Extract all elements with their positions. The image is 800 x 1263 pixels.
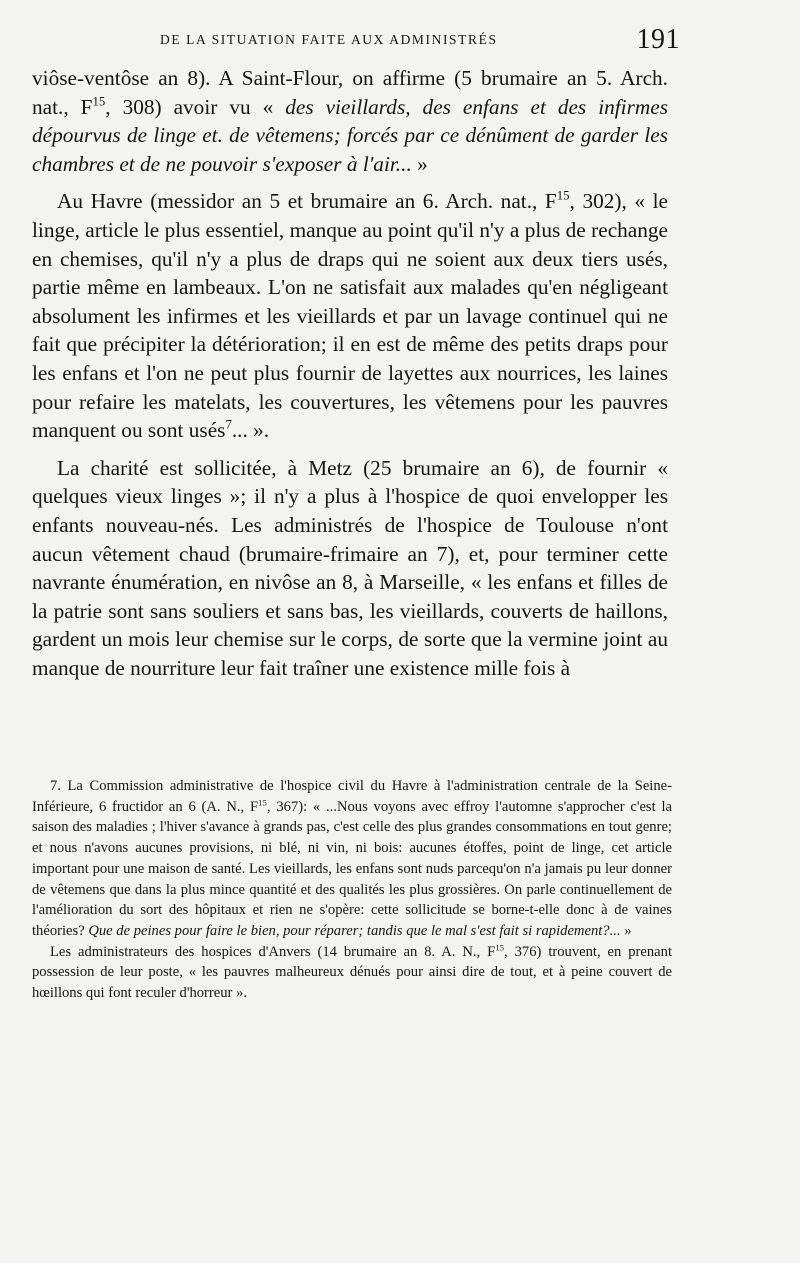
paragraph-havre: Au Havre (messidor an 5 et brumaire an 6. Arch. nat., $F^{15}$, 302), « le linge, article le plus essentiel, manque au point qu'il n'y a plus de rechange en chemises, qu'il n'y a plus de draps qui ne soient aux deux tiers usés, partie même en lambeaux. L'on ne satisfait aux malades qu'en négligeant absolument les infirmes et les vieillards et par un lavage continuel qui ne fait que précipiter la détérioration; il en est de même des petits draps pour les enfans et l'on ne peut plus fournir de layettes aux nourrices, les laines pour refaire les matelats, les couvertures, les vêtemens pour les pauvres manquent ou sont usés$^7$... ».	[32, 189, 669, 443]
running-title: DE LA SITUATION FAITE AUX ADMINISTRÉS	[160, 32, 498, 47]
paragraph-saint-flour: viôse-ventôse an 8). A Saint-Flour, on affirme (5 brumaire an 5. Arch. nat., $F^{15}$, 308) avoir vu « des vieillards, des enfans et des infirmes dépourvus de linge et. de vêtemens; forcés par ce dénûment de garder les chambres et de ne pouvoir s'exposer à l'air... »	[32, 66, 669, 176]
footnote-ref-7: 7	[225, 417, 232, 432]
superscript-15: 15	[92, 94, 106, 109]
footnotes	[32, 776, 672, 1004]
page-number: 191	[636, 24, 680, 55]
footnote-italic: Que de peines pour faire le bien, pour réparer; tandis que le mal s'est fait si rapidement?...	[88, 922, 621, 939]
main-text	[32, 64, 668, 682]
footnote-7: 7. La Commission administrative de l'hospice civil du Havre à l'administration centrale de la Seine-Inférieure, 6 fructidor an 6 (A. N., $F^{15}$, 367): « ...Nous voyons avec effroy l'automne s'approcher c'est la saison des maladies ; l'hiver s'avance à grands pas, c'est celle des plus grandes consommations en tout genre; et nous n'avons aucunes provisions, ni blé, ni vin, ni bois: aucunes étoffes, point de linge, cet article important pour une maison de santé. Les vieillards, les enfans sont nuds parcequ'on n'a jamais pu leur donner de vêtemens que dans la plus mince quantité et des qualités les plus grossières. On parle continuellement de l'amélioration du sort des hôpitaux et rien ne s'opère: cette sollicitude se borne-t-elle donc à de vaines théories? Que de peines pour faire le bien, pour réparer; tandis que le mal s'est fait si rapidement?... »	[32, 778, 672, 939]
footnote-anvers: Les administrateurs des hospices d'Anvers (14 brumaire an 8. A. N., $F^{15}$, 376) trouvent, en prenant possession de leur poste, « les pauvres malheureux dénués pour ainsi dire de tout, et à peine couvert de hœillons qui font reculer d'horreur ».	[32, 941, 672, 1002]
superscript-15: 15	[556, 189, 570, 204]
superscript-15: 15	[495, 941, 505, 952]
superscript-15: 15	[258, 797, 267, 808]
quotation-italic: des vieillards, des enfans et des infirmes dépourvus de linge et. de vêtemens; forcés par ce dénûment de garder les chambres et de ne pouvoir s'exposer à l'air...	[32, 94, 669, 176]
paragraph-metz: La charité est sollicitée, à Metz (25 brumaire an 6), de fournir « quelques vieux linges »; il n'y a plus à l'hospice de quoi envelopper les enfants nouveau-nés. Les administrés de l'hospice de Toulouse n'ont aucun vêtement chaud (brumaire-frimaire an 7), et, pour terminer cette navrante énumération, en nivôse an 8, à Marseille, « les enfans et filles de la patrie sont sans souliers et sans bas, les vieillards, couverts de haillons, gardent un mois leur chemise sur le corps, de sorte que la vermine joint au manque de nourriture leur fait traîner une existence mille fois à	[32, 455, 668, 680]
running-head	[30, 24, 680, 58]
